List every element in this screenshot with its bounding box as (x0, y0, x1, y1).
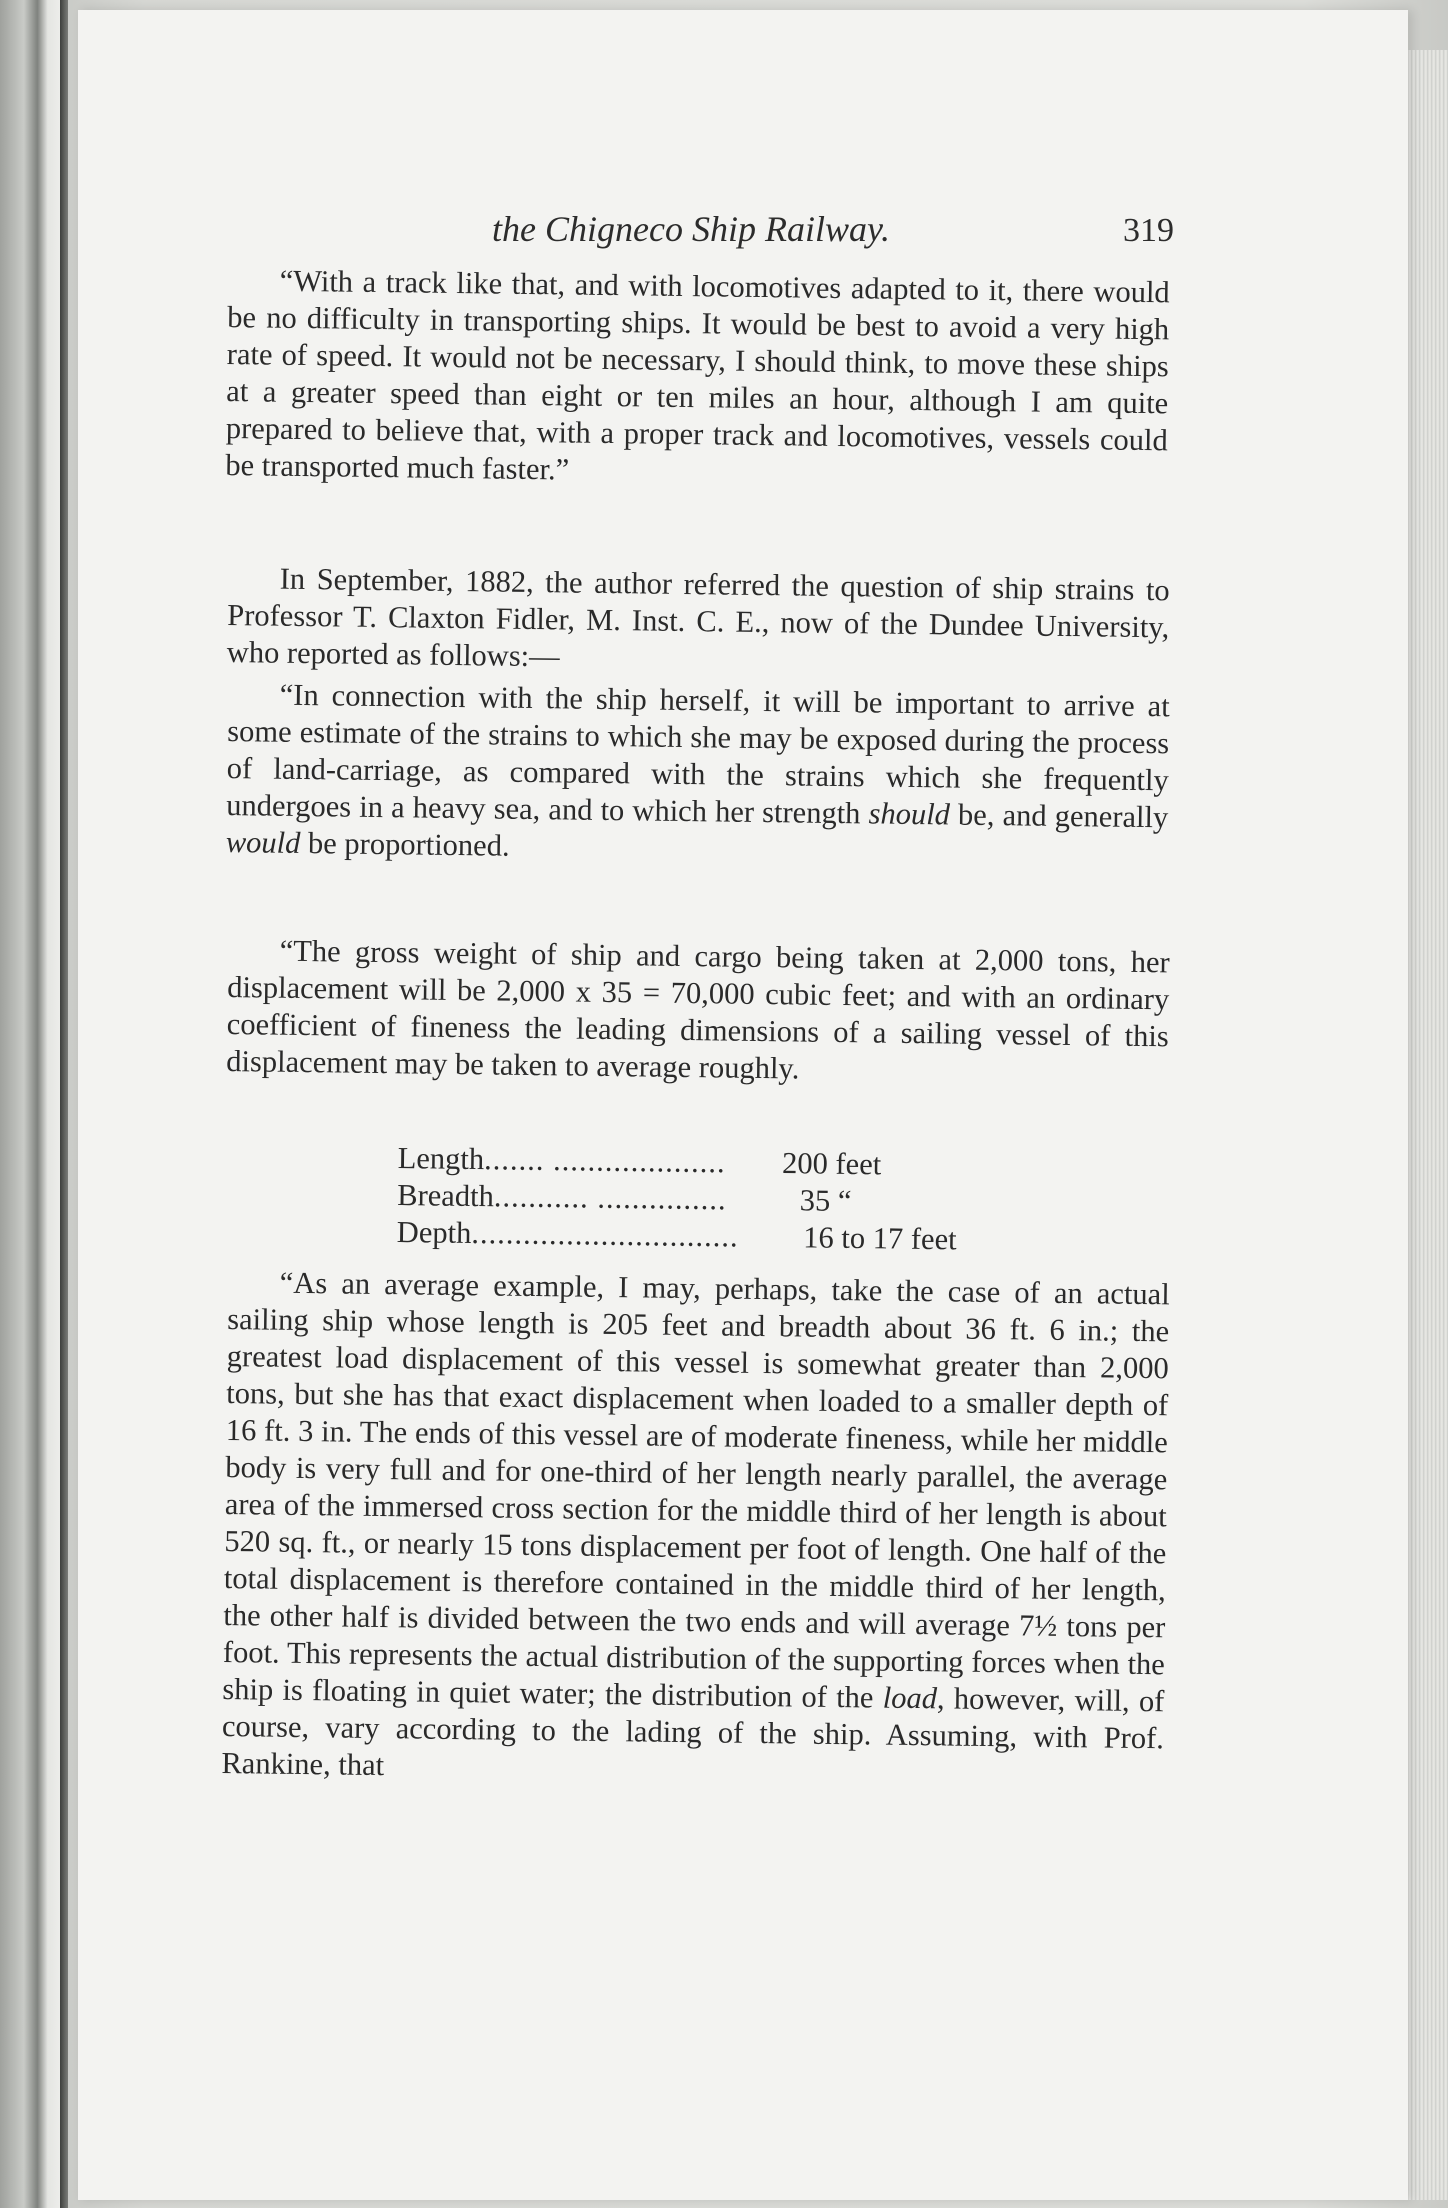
paragraph-average-example: “As an average example, I may, perhaps, take the case of an actual sailing ship whose length is 205 feet and breadth about 36 ft. 6 in.; the greatest load displacement of this vessel is somewhat greater than 2,000 tons, but she has that exact displacement when loaded to a smaller depth of 16 ft. 3 in. The ends of this vessel are of moderate fineness, while her middle body is very full and for one-third of her length nearly parallel, the average area of the immersed cross section for the middle third of her length is about 520 sq. ft., or nearly 15 tons displacement per foot of length. One half of the total displacement is therefore contained in the middle third of her length, the other half is divided between the two ends and will average 7½ tons per foot. This represents the actual distribution of the supporting forces when the ship is floating in quiet water; the distribution of the load, however, will, of course, vary according to the lading of the ship. Assuming, with Prof. Rankine, that (221, 1265, 1170, 1783)
paragraph-quote-track: “With a track like that, and with locomotives adapted to it, there would be no difficulty in transporting ships. It would be best to avoid a very high rate of speed. It would not be necessary, I should think, to move these ships at a greater speed than eight or ten miles an hour, although I am quite prepared to believe that, with a proper track and locomotives, vessels could be transported much faster.” (225, 263, 1170, 487)
paragraph-ship-strains: “In connection with the ship herself, it will be important to arrive at some estimate of the strains to which she may be exposed during the process of land-carriage, as compared with the strains which she frequently undergoes in a heavy sea, and to which her strength should be, and generally would be proportioned. (225, 677, 1170, 863)
italic-should: should (868, 796, 951, 832)
running-title: the Chigneco Ship Railway. (492, 209, 890, 249)
paragraph-september-1882: In September, 1882, the author referred the question of ship strains to Professor T. Claxton Fidler, M. Inst. C. E., now of the Dundee University, who reported as follows:— (226, 561, 1170, 674)
italic-would: would (225, 824, 301, 860)
page-number: 319 (1123, 212, 1174, 249)
gutter-shadow (60, 0, 68, 2208)
book-spine (0, 0, 68, 2208)
dimension-row-length: Length ....... .................... 200 feet (397, 1140, 882, 1182)
running-header (492, 208, 1192, 260)
page-edges (1408, 50, 1448, 2200)
italic-load: load (882, 1680, 938, 1716)
paragraph-gross-weight: “The gross weight of ship and cargo being taken at 2,000 tons, her displacement will be 2,000 x 35 = 70,000 cubic feet; and with an ordinary coefficient of fineness the leading dimensions of a sailing vessel of this displacement may be taken to average roughly. (226, 933, 1170, 1086)
dimensions-table (397, 1140, 998, 1259)
dimension-row-depth: Depth ............................... 16 to 17 feet (396, 1214, 957, 1257)
dimension-row-breadth: Breadth ........... ............... 35 “ (397, 1177, 852, 1218)
